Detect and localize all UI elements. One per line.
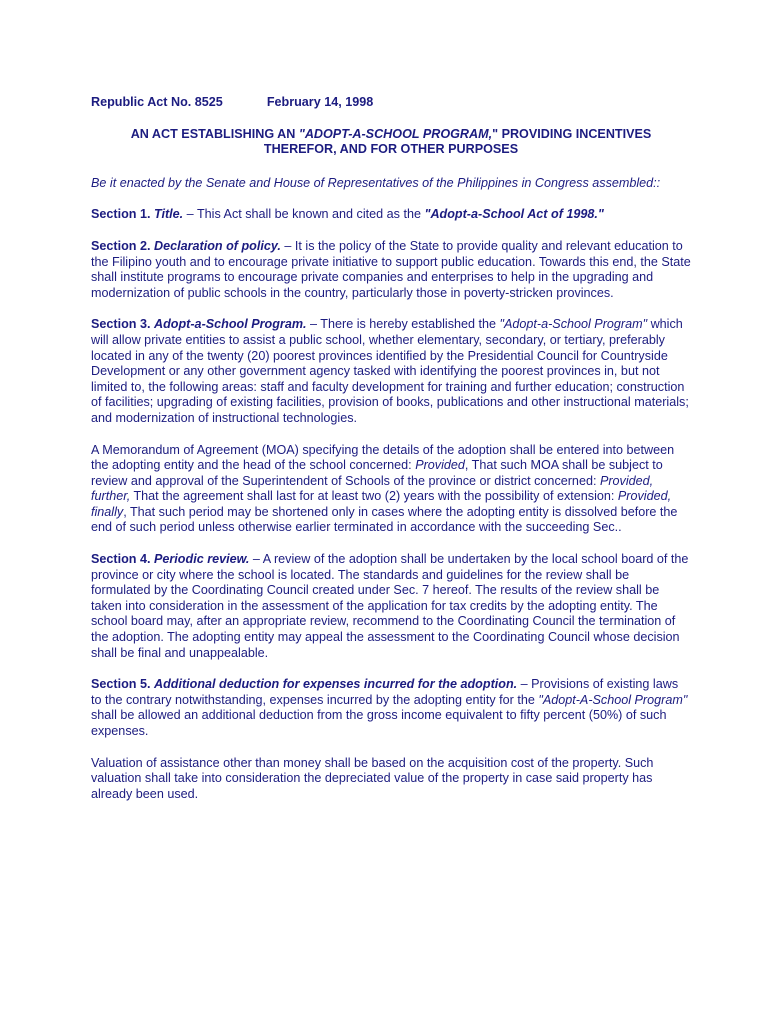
moa-text-c: That the agreement shall last for at least two (2) years with the possibility of extension:	[130, 489, 618, 504]
section-5-label: Section 5.	[91, 677, 151, 692]
moa-text-d: , That such period may be shortened only in cases where the adopting entity is dissolved before the end of such period unless otherwise earlier terminated in accordance with the succeeding Sec..	[91, 504, 678, 535]
section-1-label: Section 1.	[91, 207, 151, 222]
moa-text-a: A Memorandum of Agreement (MOA) specifying the details of the adoption shall be entered into between the adopting entity and the head of the school concerned:	[91, 442, 675, 473]
document-header	[91, 95, 691, 111]
section-1-heading: Title.	[154, 207, 184, 222]
moa-provided: Provided	[415, 458, 465, 473]
section-4-heading: Periodic review.	[154, 552, 250, 567]
section-4-text: – A review of the adoption shall be undertaken by the local school board of the province or city where the school is located. The standards and guidelines for the review shall be formulated by the Coordinating Council created under Sec. 7 hereof. The results of the review shall be taken into consideration in the assessment of the application for tax credits by the adopting entity. The school board may, after an appropriate review, recommend to the Coordinating Council the termination of the adoption. The adopting entity may appeal the assessment to the Coordinating Council whose decision shall be final and unappealable.	[91, 552, 689, 660]
section-3-heading: Adopt-a-School Program.	[154, 317, 307, 332]
section-1	[91, 207, 691, 223]
section-2-label: Section 2.	[91, 238, 151, 253]
section-5-text-b: shall be allowed an additional deduction from the gross income equivalent to fifty percent (50%) of such expenses.	[91, 708, 667, 738]
enacting-clause: Be it enacted by the Senate and House of Representatives of the Philippines in Congress assembled::	[91, 175, 661, 190]
section-2	[91, 239, 691, 301]
section-3-label: Section 3.	[91, 317, 151, 332]
act-title	[91, 127, 691, 158]
moa-provided-further: Provided, further,	[91, 473, 654, 504]
section-2-text: – It is the policy of the State to provide quality and relevant education to the Filipino youth and to encourage private initiative to support public education. Towards this end, the State shall institute programs to encourage private companies and enterprises to help in the upgrading and modernization of public schools in the country, particularly those in poverty-stricken provinces.	[91, 238, 691, 300]
section-1-short-title: "Adopt-a-School Act of 1998."	[424, 207, 604, 222]
title-line1-post: " PROVIDING INCENTIVES	[492, 126, 652, 141]
title-line1-pre: AN ACT ESTABLISHING AN	[130, 126, 299, 141]
section-5-program-name: "Adopt-A-School Program"	[538, 692, 688, 707]
section-2-heading: Declaration of policy.	[154, 238, 281, 253]
moa-text-b: , That such MOA shall be subject to review and approval of the Superintendent of Schools of the province or district concerned:	[91, 458, 663, 488]
act-number: Republic Act No. 8525	[91, 95, 223, 109]
title-line2: THEREFOR, AND FOR OTHER PURPOSES	[263, 142, 519, 157]
section-5	[91, 677, 691, 739]
section-3-program-name: "Adopt-a-School Program"	[499, 317, 648, 332]
act-date: February 14, 1998	[266, 95, 374, 109]
section-4	[91, 552, 691, 661]
section-1-text: – This Act shall be known and cited as the	[183, 207, 425, 222]
section-5-text-a: – Provisions of existing laws to the contrary notwithstanding, expenses incurred by the adopting entity for the	[91, 677, 679, 707]
moa-provided-finally: Provided, finally	[91, 489, 672, 519]
document-page	[91, 95, 691, 802]
section-3-text-a: – There is hereby established the	[306, 317, 500, 332]
moa-paragraph	[91, 443, 691, 537]
section-3	[91, 317, 691, 426]
section-5-heading: Additional deduction for expenses incurred for the adoption.	[154, 677, 518, 692]
title-line1-em: "ADOPT-A-SCHOOL PROGRAM,	[298, 126, 493, 141]
section-3-text-b: which will allow private entities to assist a public school, whether elementary, secondary, or tertiary, preferably located in any of the twenty (20) poorest provinces identified by the Presidential Council for Countryside Development or any other government agency tasked with identifying the poorest provinces in, but not limited to, the following areas: staff and faculty development for training and further education; construction of facilities; upgrading of existing facilities, provision of books, publications and other instructional materials; and modernization of instructional technologies.	[91, 317, 689, 425]
section-4-label: Section 4.	[91, 552, 151, 567]
valuation-paragraph: Valuation of assistance other than money shall be based on the acquisition cost of the property. Such valuation shall take into consideration the depreciated value of the property in case said property has already been used.	[91, 755, 654, 801]
